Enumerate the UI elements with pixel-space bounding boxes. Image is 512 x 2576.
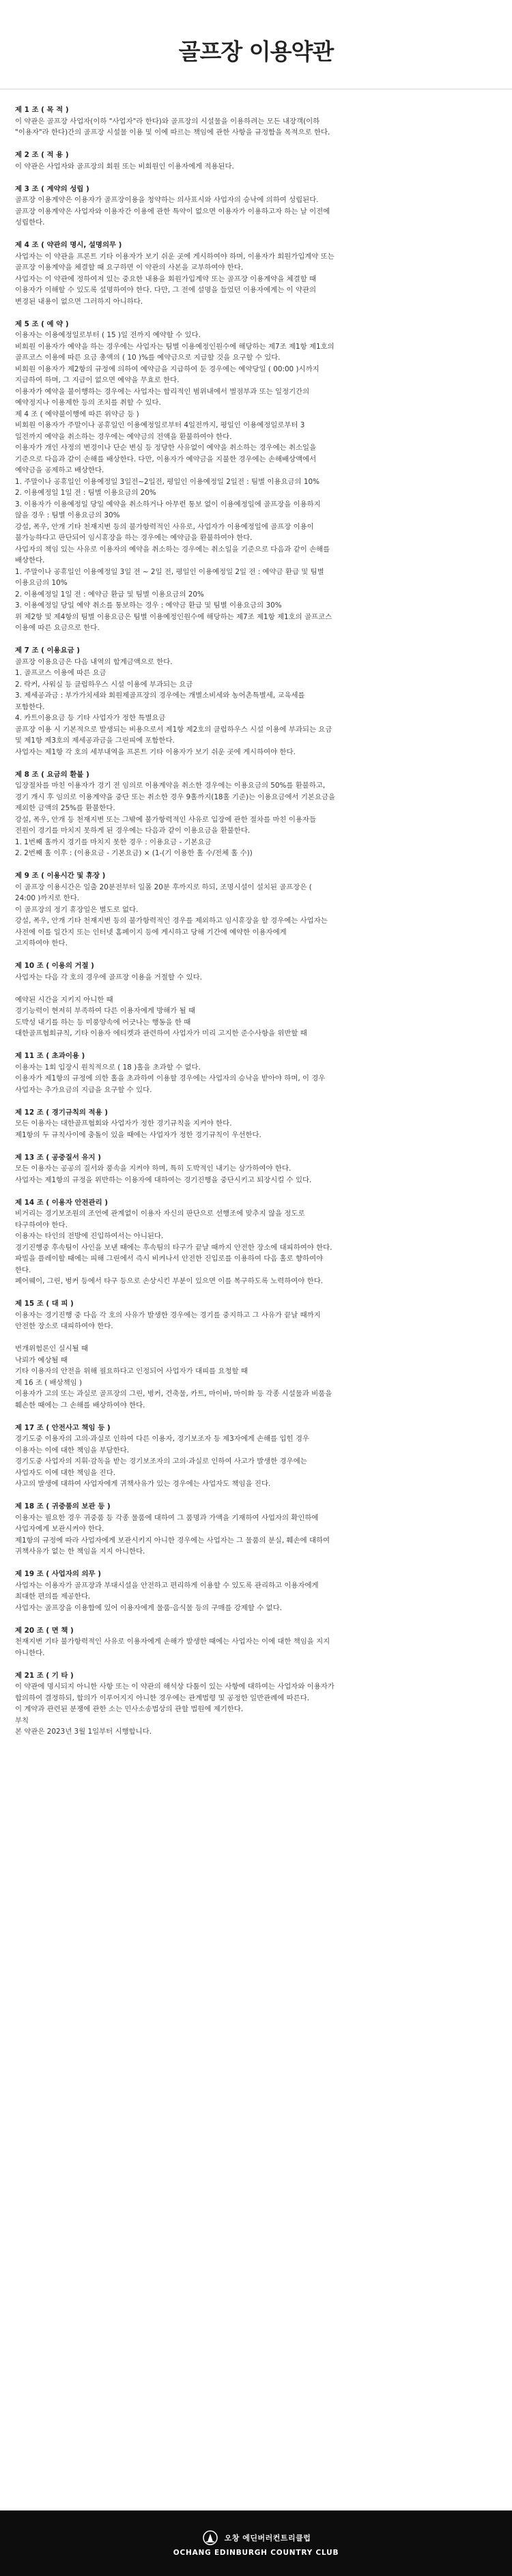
article-line: 대한골프협회규칙, 기타 이용자 에티켓과 관련하여 사업자가 미리 고지한 준수사항을 위반할 때 xyxy=(15,1029,307,1037)
article-line: 배상한다. xyxy=(15,556,45,564)
article-line: 비회원 이용자가 제2항의 규정에 의하여 예약금을 지급하여 둔 경우에는 예약당일 ( 00:00 )시까지 xyxy=(15,364,319,373)
article-line: 안전한 장소로 대피하여야 한다. xyxy=(15,1322,113,1330)
article-title: 제 17 조 ( 안전사고 책임 등 ) xyxy=(15,1423,111,1432)
club-name-ko: 오창 에딘버러컨트리클럽 xyxy=(224,2534,311,2543)
article-line: 골프코스 이용에 따른 요금 총액의 ( 10 )%를 예약금으로 지급할 것을 요구할 수 있다. xyxy=(15,354,281,362)
article-line: 이용자가 예약을 불이행하는 경우에는 사업자는 합리적인 범위내에서 벌점부과 또는 일정기간의 xyxy=(15,387,310,396)
article-line: 모든 이용자는 공공의 질서와 풍속을 지켜야 하며, 특히 도박적인 내기는 삼가하여야 한다. xyxy=(15,1164,291,1173)
club-name-en: OCHANG EDINBURGH COUNTRY CLUB xyxy=(173,2549,339,2557)
article-title: 제 14 조 ( 이용자 안전관리 ) xyxy=(15,1198,108,1207)
article-line: 낙뢰가 예상될 때 xyxy=(15,1356,68,1364)
article-line: 이 골프장의 정기 휴장일은 별도로 없다. xyxy=(15,905,139,914)
article-title: 제 2 조 ( 적 용 ) xyxy=(15,151,69,159)
article-line: 2. 이용예정일 1일 전 : 예약금 환급 및 팀별 이용요금의 20% xyxy=(15,590,204,599)
article-line: 강설, 폭우, 안개 기타 천재지변 등의 불가항력적인 사유로, 사업자가 이용예정일에 골프장 이용이 xyxy=(15,522,314,531)
article-line: 사업자는 다음 각 호의 경우에 골프장 이용을 거절할 수 있다. xyxy=(15,973,202,982)
article-line: 제1항의 두 규칙사이에 충돌이 있을 때에는 사업자가 정한 경기규칙이 우선한다. xyxy=(15,1130,261,1139)
article-line: 제 16 조 ( 배상책임 ) xyxy=(15,1378,83,1387)
article-line: 아니한다. xyxy=(15,1648,45,1657)
terms-article xyxy=(15,1197,497,1287)
article-line: 사업자도 이에 대한 책임을 진다. xyxy=(15,1468,115,1477)
article-title: 제 4 조 ( 약관의 명시, 설명의무 ) xyxy=(15,241,122,249)
article-line: 훼손한 때에는 그 손해를 배상하여야 한다. xyxy=(15,1401,145,1409)
article-line: 이용자는 타인의 전방에 진입하여서는 아니된다. xyxy=(15,1232,164,1240)
article-line: 제외한 금액의 25%를 환불한다. xyxy=(15,804,115,812)
article-title: 제 15 조 ( 대 피 ) xyxy=(15,1300,74,1308)
article-line: 사업자는 골프장을 이용함에 있어 이용자에게 물품·음식물 등의 구매를 강제할 수 없다. xyxy=(15,1603,282,1612)
article-line: 사업자는 제1항 각 호의 세부내역을 프론트 기타 이용자가 보기 쉬운 곳에 게시하여야 한다. xyxy=(15,747,296,756)
article-line: 변경된 내용이 없으면 그러하지 아니하다. xyxy=(15,297,143,306)
terms-article xyxy=(15,1152,497,1186)
article-line: 부칙 xyxy=(15,1716,29,1725)
article-line: 입장절차를 마친 이용자가 경기 전 임의로 이용계약을 취소한 경우에는 이용요금의 50%를 환불하고, xyxy=(15,782,326,790)
terms-article xyxy=(15,319,497,634)
article-line: 기타 이용자의 안전을 위해 필요하다고 인정되어 사업자가 대피를 요청할 때 xyxy=(15,1367,248,1375)
article-line: 이용자가 고의 또는 과실로 골프장의 그린, 벙커, 건축물, 카트, 마이바, 마이화 등 각종 시설물과 비품을 xyxy=(15,1390,332,1398)
article-line: 1. 주말이나 공휴일인 이용예정일 3일전~2일전, 평일인 이용예정일 2일전 : 팀별 이용요금의 10% xyxy=(15,477,319,486)
terms-article xyxy=(15,1569,497,1614)
article-line: 경기도중 사업자의 지휘·감독을 받는 경기보조자의 고의·과실로 인하여 사고가 발생한 경우에는 xyxy=(15,1457,307,1465)
article-line: 4. 카트이용요금 등 기타 사업자가 정한 특별요금 xyxy=(15,714,166,722)
article-line: 전원이 경기를 마치지 못하게 된 경우에는 다음과 같이 이용요금을 환불한다. xyxy=(15,827,251,835)
article-line: 사고의 발생에 대하여 사업자에게 귀책사유가 있는 경우에는 사업자도 책임을 진다. xyxy=(15,1480,271,1488)
article-line: 강설, 폭우, 안개 등 천재지변 또는 그밖에 불가항력적인 사유로 입장에 관한 절차를 마친 이용자들 xyxy=(15,815,316,824)
article-line: 본 약관은 2023년 3월 1일부터 시행합니다. xyxy=(15,1728,152,1736)
article-line: "이용자"라 한다)간의 골프장 시설물 이용 및 이에 따르는 책임에 관한 사항을 규정함을 목적으로 한다. xyxy=(15,128,330,137)
article-line: 사업자는 이 약관에 정하여져 있는 중요한 내용을 회원가입계약 또는 골프장 이용계약을 체결할 때 xyxy=(15,274,317,283)
article-line: 모든 이용자는 대한골프협회와 사업자가 정한 경기규칙을 지켜야 한다. xyxy=(15,1119,232,1128)
article-title: 제 20 조 ( 면 책 ) xyxy=(15,1626,74,1635)
article-title: 제 13 조 ( 공중질서 유지 ) xyxy=(15,1153,101,1162)
article-line: 경기진행중 후속팀이 사인을 보낸 때에는 후속팀의 타구가 끝날 때까지 안전한 장소에 대피하여야 한다. xyxy=(15,1243,332,1252)
article-line: 최대한 편의를 제공한다. xyxy=(15,1592,91,1601)
article-title: 제 10 조 ( 이용의 거절 ) xyxy=(15,962,94,970)
article-line: 이 약관은 사업자와 골프장의 회원 또는 비회원인 이용자에게 적용된다. xyxy=(15,162,234,171)
article-line: 이 골프장 이용시간은 일출 20분전부터 일몰 20분 후까지로 하되, 조명시설이 설치된 골프장은 ( xyxy=(15,883,312,891)
article-line: 이 약관은 골프장 사업자(이하 "사업자"라 한다)와 골프장의 시설물을 이용하려는 모든 내장객(이하 xyxy=(15,117,320,126)
terms-article xyxy=(15,1050,497,1096)
article-line: 24:00 )까지로 한다. xyxy=(15,894,80,902)
terms-article xyxy=(15,645,497,758)
article-line: 사업자는 제1항의 규정을 위반하는 이용자에 대하여는 경기진행을 중단시키고 퇴장시킬 수 있다. xyxy=(15,1175,312,1184)
article-line: 합의하여 결정하되, 합의가 이루어지지 아니한 경우에는 관계법령 및 공정한 일반관례에 따른다. xyxy=(15,1693,310,1702)
article-title: 제 5 조 ( 예 약 ) xyxy=(15,319,69,328)
article-line: 않을 경우 : 팀별 이용요금의 30% xyxy=(15,511,120,519)
article-line: 기준으로 다음과 같이 손해를 배상한다. 다만, 이용자가 예약금을 지불한 경우에는 손해배상액에서 xyxy=(15,455,317,463)
article-title: 제 12 조 ( 경기규칙의 적용 ) xyxy=(15,1108,108,1117)
article-line: 일전까지 예약을 취소하는 경우에는 예약금의 전액을 환불하여야 한다. xyxy=(15,432,232,441)
article-line: 2. 락커, 사워실 등 클럽하우스 시설 이용에 부과되는 요금 xyxy=(15,680,193,689)
article-line: 3. 제세공과금 : 부가가치세와 회원제골프장의 경우에는 개별소비세와 농어촌특별세, 교육세를 xyxy=(15,691,305,700)
terms-article xyxy=(15,184,497,229)
article-line: 이용자가 이해할 수 있도록 설명하여야 한다. 다만, 그 전에 설명을 들었던 이용자에게는 이 약관의 xyxy=(15,286,316,294)
article-line: 1. 1번째 홀까지 경기를 마치지 못한 경우 : 이용요금 - 기본요금 xyxy=(15,838,212,846)
article-line: 골프장 이용계약을 체결할 때 요구하면 이 약관의 사본을 교부하여야 한다. xyxy=(15,263,244,272)
terms-article xyxy=(15,1107,497,1141)
article-title: 제 8 조 ( 요금의 환불 ) xyxy=(15,770,89,779)
blank-line xyxy=(15,1332,497,1344)
article-line: 사업자는 추가요금의 지급을 요구할 수 있다. xyxy=(15,1085,152,1094)
article-line: 이용요금의 10% xyxy=(15,579,68,587)
article-line: 골프장 이용계약은 이용자가 골프장이용을 청약하는 의사표시와 사업자의 승낙에 의하여 성립된다. xyxy=(15,196,319,204)
article-line: 제 4 조 ( 예약불이행에 따른 위약금 등 ) xyxy=(15,410,139,418)
article-line: 비회원 이용자가 예약을 하는 경우에는 사업자는 팀별 이용예정인원수에 해당하는 제7조 제1항 제1호의 xyxy=(15,342,335,351)
terms-article xyxy=(15,1670,497,1738)
article-line: 타구하여야 한다. xyxy=(15,1220,68,1229)
article-line: 2. 2번째 홀 이후 : (이용요금 - 기본요금) × (1-(기 이용한 홀 수/전체 홀 수)) xyxy=(15,849,253,857)
article-line: 강설, 폭우, 안개 기타 천재지변 등의 불가항력적인 경우를 제외하고 임시휴장을 할 경우에는 사업자는 xyxy=(15,917,328,925)
terms-article xyxy=(15,1501,497,1558)
article-line: 불가능하다고 판단되어 임시휴장을 하는 경우에는 예약금을 환불하여야 한다. xyxy=(15,534,253,542)
article-title: 제 3 조 ( 계약의 성립 ) xyxy=(15,184,89,193)
terms-article xyxy=(15,1298,497,1411)
article-line: 골프장 이용 시 기본적으로 발생되는 비용으로서 제1항 제2호의 클럽하우스 시설 이용에 부과되는 요금 xyxy=(15,725,332,734)
article-line: 성립한다. xyxy=(15,218,45,227)
article-line: 천재지변 기타 불가항력적인 사유로 이용자에게 손해가 발생한 때에는 사업자는 이에 대한 책임을 지지 xyxy=(15,1637,330,1646)
article-line: 3. 이용자가 이용예정일 당일 예약을 취소하거나 아무런 통보 없이 이용예정일에 골프장을 이용하지 xyxy=(15,500,321,509)
blank-line xyxy=(15,983,497,994)
article-line: 이용자는 필요한 경우 귀중품 등 각종 물품에 대하여 그 품명과 가액을 기재하여 사업자의 확인하에 xyxy=(15,1513,319,1522)
article-title: 제 19 조 ( 사업자의 의무 ) xyxy=(15,1570,101,1578)
article-line: 이용자는 1회 입장시 원칙적으로 ( 18 )홀을 초과할 수 없다. xyxy=(15,1063,201,1072)
article-line: 지급하여 하며, 그 지급이 없으면 예약을 무효로 한다. xyxy=(15,376,180,384)
page-title: 골프장 이용약관 xyxy=(178,38,334,65)
article-line: 골프장 이용계약은 사업자와 이용자간 이용에 관한 특약이 없으면 이용자가 이용하고자 하는 날 이전에 xyxy=(15,207,330,216)
article-line: 사업자는 이 약관을 프론트 기타 이용자가 보기 쉬운 곳에 게시하여야 하며, 이용자가 회원가입계약 또는 xyxy=(15,252,335,261)
terms-article xyxy=(15,870,497,949)
terms-article xyxy=(15,149,497,172)
article-line: 경기능력이 현저히 부족하여 다른 이용자에게 방해가 될 때 xyxy=(15,1007,196,1015)
article-line: 이 계약과 관련된 분쟁에 관한 소는 민사소송법상의 관할 법원에 제기한다. xyxy=(15,1705,244,1713)
article-line: 이용자가 제1항의 규정에 의한 홀을 초과하여 이용할 경우에는 사업자의 승낙을 받아야 하며, 이 경우 xyxy=(15,1074,326,1083)
terms-article xyxy=(15,1625,497,1659)
terms-content xyxy=(0,89,512,1738)
article-line: 사업자의 책임 있는 사유로 이용자의 예약을 취소하는 경우에는 취소일을 기준으로 다음과 같이 손해를 xyxy=(15,545,330,554)
terms-article xyxy=(15,769,497,859)
terms-article xyxy=(15,104,497,139)
article-line: 비회원 이용자가 주말이나 공휴일인 이용예정일로부터 4일전까지, 평일인 이용예정일로부터 3 xyxy=(15,421,305,429)
article-line: 3. 이용예정일 당일 예약 취소를 통보하는 경우 : 예약금 환급 및 팀별 이용요금의 30% xyxy=(15,601,282,610)
article-line: 경기도중 이용자의 고의·과실로 인하여 다른 이용자, 경기보조자 등 제3자에게 손해를 입힌 경우 xyxy=(15,1435,309,1443)
article-line: 예약금을 공제하고 배상한다. xyxy=(15,466,104,474)
article-line: 사업자는 이용자가 골프장과 부대시설을 안전하고 편리하게 이용할 수 있도록 관리하고 이용자에게 xyxy=(15,1581,319,1590)
terms-article xyxy=(15,240,497,307)
article-line: 이 약관에 명시되지 아니한 사항 또는 이 약관의 해석상 다툼이 있는 사항에 대하여는 사업자와 이용자가 xyxy=(15,1683,335,1691)
article-line: 예약된 시간을 지키지 아니한 때 xyxy=(15,995,113,1004)
article-line: 이용에 따른 요금으로 한다. xyxy=(15,624,100,632)
article-line: 이용자는 이용예정일로부터 ( 15 )일 전까지 예약할 수 있다. xyxy=(15,331,201,339)
article-line: 고지하여야 한다. xyxy=(15,939,68,947)
article-line: 위 제2항 및 제4항의 팀별 이용요금은 팀별 이용예정인원수에 해당하는 제7조 제1항 제1호의 골프코스 xyxy=(15,612,332,621)
terms-article xyxy=(15,1422,497,1490)
article-line: 한다. xyxy=(15,1265,31,1274)
article-line: 포함한다. xyxy=(15,702,45,711)
article-title: 제 7 조 ( 이용요금 ) xyxy=(15,646,81,655)
terms-article xyxy=(15,960,497,1040)
footer-logo xyxy=(201,2530,311,2546)
article-line: 예약정지나 이용제한 등의 조치를 취할 수 있다. xyxy=(15,399,161,407)
footer xyxy=(0,2510,512,2576)
article-line: 비거리는 경기보조원의 조언에 관계없이 이용자 자신의 판단으로 선행조에 맞추지 않을 정도로 xyxy=(15,1210,305,1218)
article-line: 및 제1항 제3호의 제세공과금을 그린피에 포함한다. xyxy=(15,736,175,745)
article-line: 도박성 내기를 하는 등 미풍양속에 어긋나는 행동을 한 때 xyxy=(15,1018,191,1027)
article-line: 2. 이용예정일 1일 전 : 팀별 이용요금의 20% xyxy=(15,489,156,497)
article-line: 귀책사유가 없는 한 책임을 지지 아니한다. xyxy=(15,1547,145,1556)
article-line: 제1항의 규정에 따라 사업자에게 보관시키지 아니한 경우에는 사업자는 그 물품의 분실, 훼손에 대하여 xyxy=(15,1536,330,1545)
article-line: 이용자는 경기진행 중 다음 각 호의 사유가 발생한 경우에는 경기를 중지하고 그 사유가 끝날 때까지 xyxy=(15,1311,321,1319)
article-title: 제 18 조 ( 귀중품의 보관 등 ) xyxy=(15,1502,111,1511)
article-title: 제 9 조 ( 이용시간 및 휴장 ) xyxy=(15,872,106,880)
article-title: 제 21 조 ( 기 타 ) xyxy=(15,1671,74,1680)
article-line: 1. 주말이나 공휴일인 이용예정일 3일 전 ~ 2일 전, 평일인 이용예정일 2일 전 : 예약금 환급 및 팀별 xyxy=(15,567,324,576)
article-title: 제 11 조 ( 초과이용 ) xyxy=(15,1052,85,1060)
article-line: 이용자가 개인 사정의 변경이나 단순 변심 등 정당한 사유없이 예약을 취소하는 경우에는 취소일을 xyxy=(15,444,317,452)
article-line: 사업자에게 보관시켜야 한다. xyxy=(15,1525,104,1533)
article-line: 번개위험론인 실시될 때 xyxy=(15,1345,88,1353)
article-line: 1. 골프코스 이용에 따른 요금 xyxy=(15,669,106,677)
article-line: 페어웨이, 그린, 벙커 등에서 타구 등으로 손상시킨 부분이 있으면 이를 복구하도록 노력하여야 한다. xyxy=(15,1277,324,1285)
article-line: 골프장 이용요금은 다음 내역의 합계금액으로 한다. xyxy=(15,657,173,666)
article-line: 경기 개시 후 임의로 이용계약을 중단 또는 취소한 경우 9홀까지(18홀 기준)는 이용요금에서 기본요금을 xyxy=(15,792,336,801)
article-title: 제 1 조 ( 목 적 ) xyxy=(15,106,69,114)
article-line: 파빌을 플레이할 때에는 피해 그린에서 즉시 비켜나서 안전한 진입로를 이용하여 다음 홀로 향하여야 xyxy=(15,1255,324,1263)
article-line: 이용자는 이에 대한 책임을 부담한다. xyxy=(15,1446,130,1455)
article-line: 사전에 이를 일간지 또는 인터넷 홈페이지 등에 게시하고 당해 기간에 예약한 이용자에게 xyxy=(15,928,287,936)
golf-club-emblem-icon xyxy=(201,2530,219,2546)
